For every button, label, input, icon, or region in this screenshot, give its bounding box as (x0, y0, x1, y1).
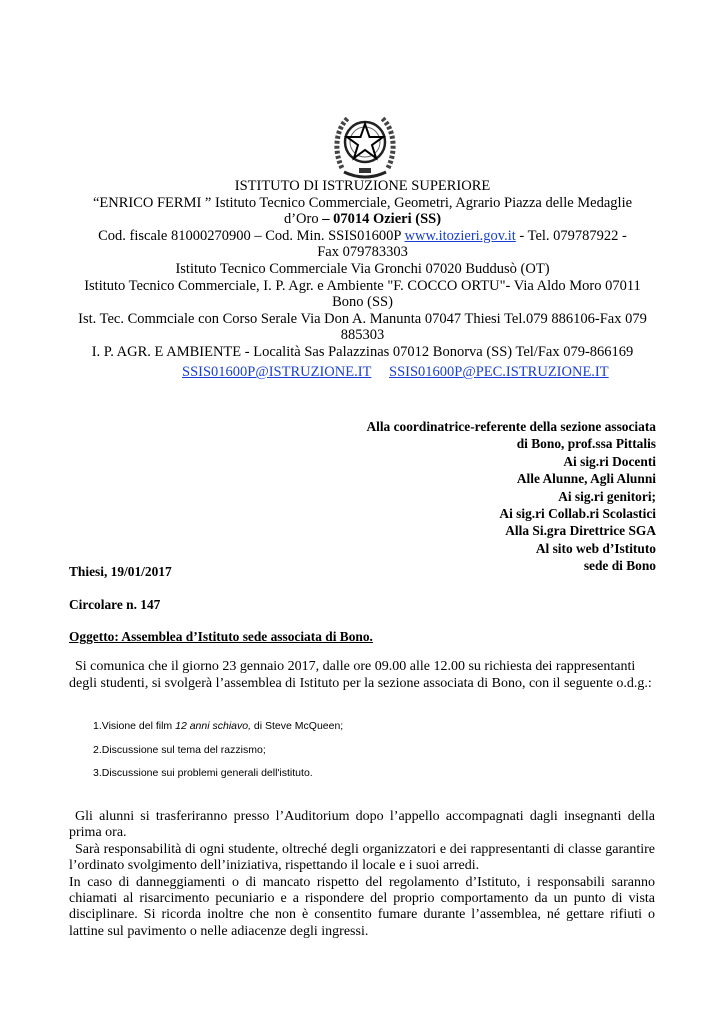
intro-paragraph: Si comunica che il giorno 23 gennaio 2017, dalle ore 09.00 alle 12.00 su richiesta dei rappresentanti degli studenti, si svolgerà l’assemblea di Istituto per la sezione associata di Bono, con il seguente o.d.g.: (69, 659, 652, 691)
header-line-5: Fax 079783303 (317, 244, 408, 261)
document-date: Thiesi, 19/01/2017 (69, 564, 172, 579)
agenda-item-1-pre: 1.Visione del film (93, 720, 176, 732)
recipient-line: Ai sig.ri Collab.ri Scolastici (499, 506, 656, 522)
agenda-item-1-post: di Steve McQueen; (251, 720, 344, 732)
header-line-1: ISTITUTO DI ISTRUZIONE SUPERIORE (234, 178, 491, 194)
header-line-3a: d’Oro (283, 211, 319, 228)
recipient-line: Alla coordinatrice-referente della sezione associata (366, 419, 656, 434)
italian-republic-emblem-icon (332, 108, 398, 182)
agenda-item-1 (93, 720, 343, 744)
circular-number: Circolare n. 147 (69, 597, 161, 612)
email-link-pec[interactable]: SSIS01600P@PEC.ISTRUZIONE.IT (389, 364, 609, 380)
body-paragraph-2: Sarà responsabilità di ogni studente, oltreché degli organizzatori e dei rappresentanti di classe garantire l’ordinato svolgimento dell’iniziativa, rispettando il locale e i suoi arredi. (69, 841, 655, 874)
recipients-block (366, 418, 656, 575)
film-title: 12 anni schiavo, (175, 720, 251, 732)
email-link-1[interactable]: SSIS01600P@ISTRUZIONE.IT (182, 364, 372, 380)
recipient-line: sede di Bono (583, 558, 656, 574)
body-paragraph-3: In caso di danneggiamenti o di mancato rispetto del regolamento d’Istituto, i responsabili saranno chiamati al risarcimento pecuniario e a rispondere del proprio comportamento da un punto di vista disciplinare. Si ricorda inoltre che non è consentito fumare durante l’assemblea, né gettare rifiuti o lattine sul pavimento o nelle adiacenze degli ingressi. (69, 874, 655, 939)
header-codes: Cod. fiscale 81000270900 – Cod. Min. SSIS01600P (98, 227, 401, 244)
institution-header (60, 178, 665, 361)
header-phone: - Tel. 079787922 - (519, 227, 627, 244)
recipient-line: di Bono, prof.ssa Pittalis (516, 436, 656, 452)
header-line-11: I. P. AGR. E AMBIENTE - Località Sas Palazzinas 07012 Bonorva (SS) Tel/Fax 079-866169 (91, 343, 634, 360)
header-line-9: Ist. Tec. Commciale con Corso Serale Via Don A. Manunta 07047 Thiesi Tel.079 886106-Fax 079 (78, 310, 647, 327)
header-line-6: Istituto Tecnico Commerciale Via Gronchi 07020 Buddusò (OT) (175, 260, 550, 277)
agenda-list (93, 720, 343, 791)
recipient-line: Alla Si.gra Direttrice SGA (505, 523, 656, 539)
header-line-3 (60, 211, 665, 228)
header-city: – 07014 Ozieri (SS) (322, 211, 442, 228)
header-line-7: Istituto Tecnico Commerciale, I. P. Agr. e Ambiente "F. COCCO ORTU"- Via Aldo Moro 07011 (84, 277, 641, 294)
agenda-item-2: 2.Discussione sul tema del razzismo; (93, 743, 266, 756)
email-links (182, 364, 623, 381)
header-line-2: “ENRICO FERMI ” Istituto Tecnico Commerciale, Geometri, Agrario Piazza delle Medaglie (92, 194, 633, 211)
header-line-4 (60, 228, 665, 245)
recipient-line: Alle Alunne, Agli Alunni (516, 471, 656, 487)
body-paragraph-1: Gli alunni si trasferiranno presso l’Auditorium dopo l’appello accompagnati dagli insegnanti della prima ora. (69, 809, 655, 841)
recipient-line: Ai sig.ri genitori; (558, 488, 656, 504)
website-link[interactable]: www.itozieri.gov.it (404, 227, 516, 244)
recipient-line: Ai sig.ri Docenti (563, 453, 656, 469)
recipient-line: Al sito web d’Istituto (535, 540, 656, 556)
agenda-item-3: 3.Discussione sui problemi generali dell'istituto. (93, 767, 313, 779)
subject-line: Oggetto: Assemblea d’Istituto sede associata di Bono. (69, 629, 373, 644)
body-text (69, 809, 655, 940)
header-line-10: 885303 (340, 327, 385, 344)
header-line-8: Bono (SS) (332, 294, 393, 311)
